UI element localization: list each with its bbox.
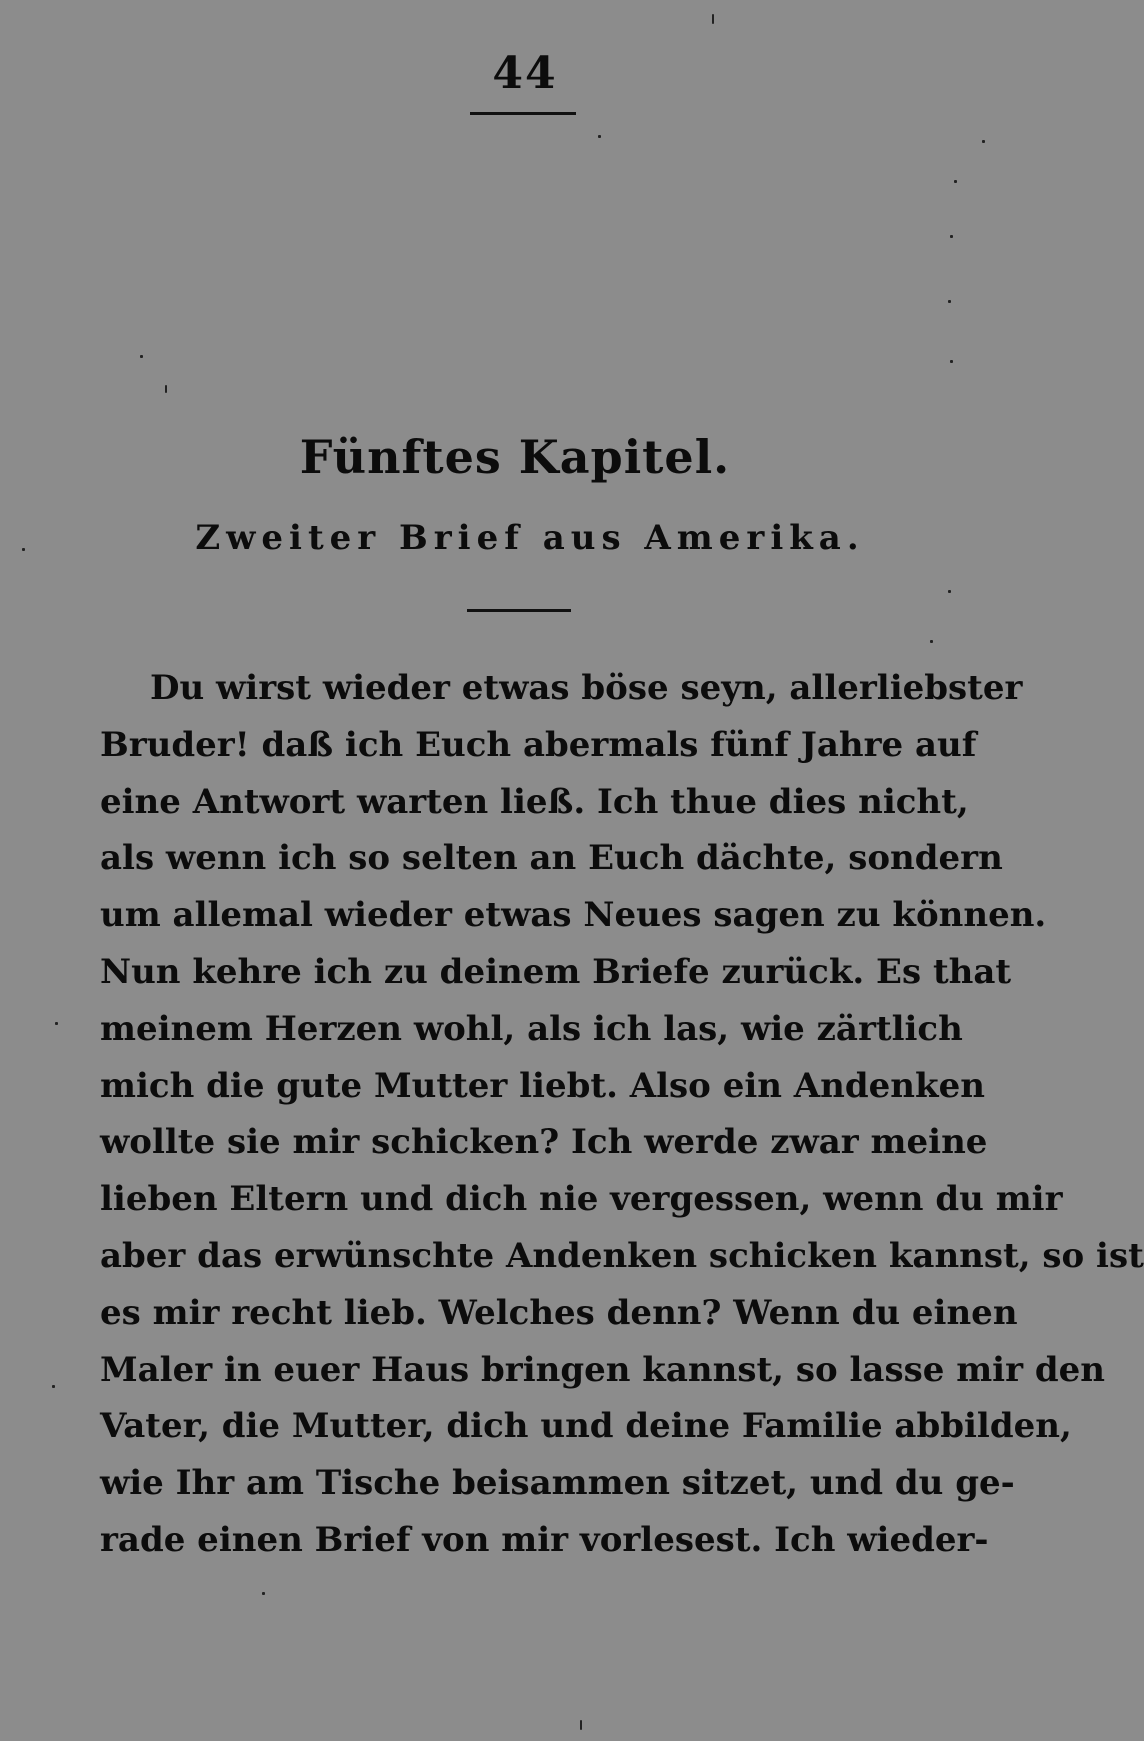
text-line: mich die gute Mutter liebt. Also ein Andenken xyxy=(100,1065,985,1106)
page-number: 44 xyxy=(492,48,558,99)
chapter-rule xyxy=(467,609,571,612)
scan-speck xyxy=(948,300,951,303)
chapter-title: Fünftes Kapitel. xyxy=(299,430,731,484)
scan-speck xyxy=(55,1022,58,1025)
header-rule xyxy=(470,112,576,115)
scan-speck xyxy=(982,140,985,143)
scan-speck xyxy=(950,235,953,238)
text-line: um allemal wieder etwas Neues sagen zu können. xyxy=(100,895,1047,936)
text-line: Nun kehre ich zu deinem Briefe zurück. Es that xyxy=(100,951,1012,992)
text-line: meinem Herzen wohl, als ich las, wie zärtlich xyxy=(100,1008,963,1049)
scan-speck xyxy=(580,1720,582,1730)
text-line: aber das erwünschte Andenken schicken kannst, so ist xyxy=(100,1235,1144,1276)
text-line: lieben Eltern und dich nie vergessen, wenn du mir xyxy=(100,1179,1063,1220)
text-line: als wenn ich so selten an Euch dächte, sondern xyxy=(100,838,1003,879)
scan-speck xyxy=(140,355,143,358)
scan-speck xyxy=(712,14,714,24)
text-line: rade einen Brief von mir vorlesest. Ich wieder- xyxy=(100,1519,989,1560)
text-line: Du wirst wieder etwas böse seyn, allerliebster xyxy=(150,668,1023,708)
scan-speck xyxy=(52,1385,55,1388)
scan-speck xyxy=(930,640,933,643)
text-line: Vater, die Mutter, dich und deine Familie abbilden, xyxy=(100,1406,1072,1447)
scan-speck xyxy=(598,135,601,138)
scan-speck xyxy=(22,548,25,551)
scan-speck xyxy=(950,360,953,363)
scan-speck xyxy=(165,385,167,393)
body-text xyxy=(100,660,1144,1569)
text-line: eine Antwort warten ließ. Ich thue dies nicht, xyxy=(100,781,969,822)
chapter-subtitle: Zweiter Brief aus Amerika. xyxy=(195,518,865,558)
text-line: wollte sie mir schicken? Ich werde zwar meine xyxy=(100,1122,988,1163)
text-line: es mir recht lieb. Welches denn? Wenn du einen xyxy=(100,1292,1018,1333)
text-line: wie Ihr am Tische beisammen sitzet, und du ge- xyxy=(100,1463,1015,1504)
text-line: Maler in euer Haus bringen kannst, so lasse mir den xyxy=(100,1349,1105,1390)
scan-speck xyxy=(948,590,951,593)
text-line: Bruder! daß ich Euch abermals fünf Jahre auf xyxy=(100,724,977,765)
scan-speck xyxy=(954,180,957,183)
scan-speck xyxy=(262,1592,265,1595)
